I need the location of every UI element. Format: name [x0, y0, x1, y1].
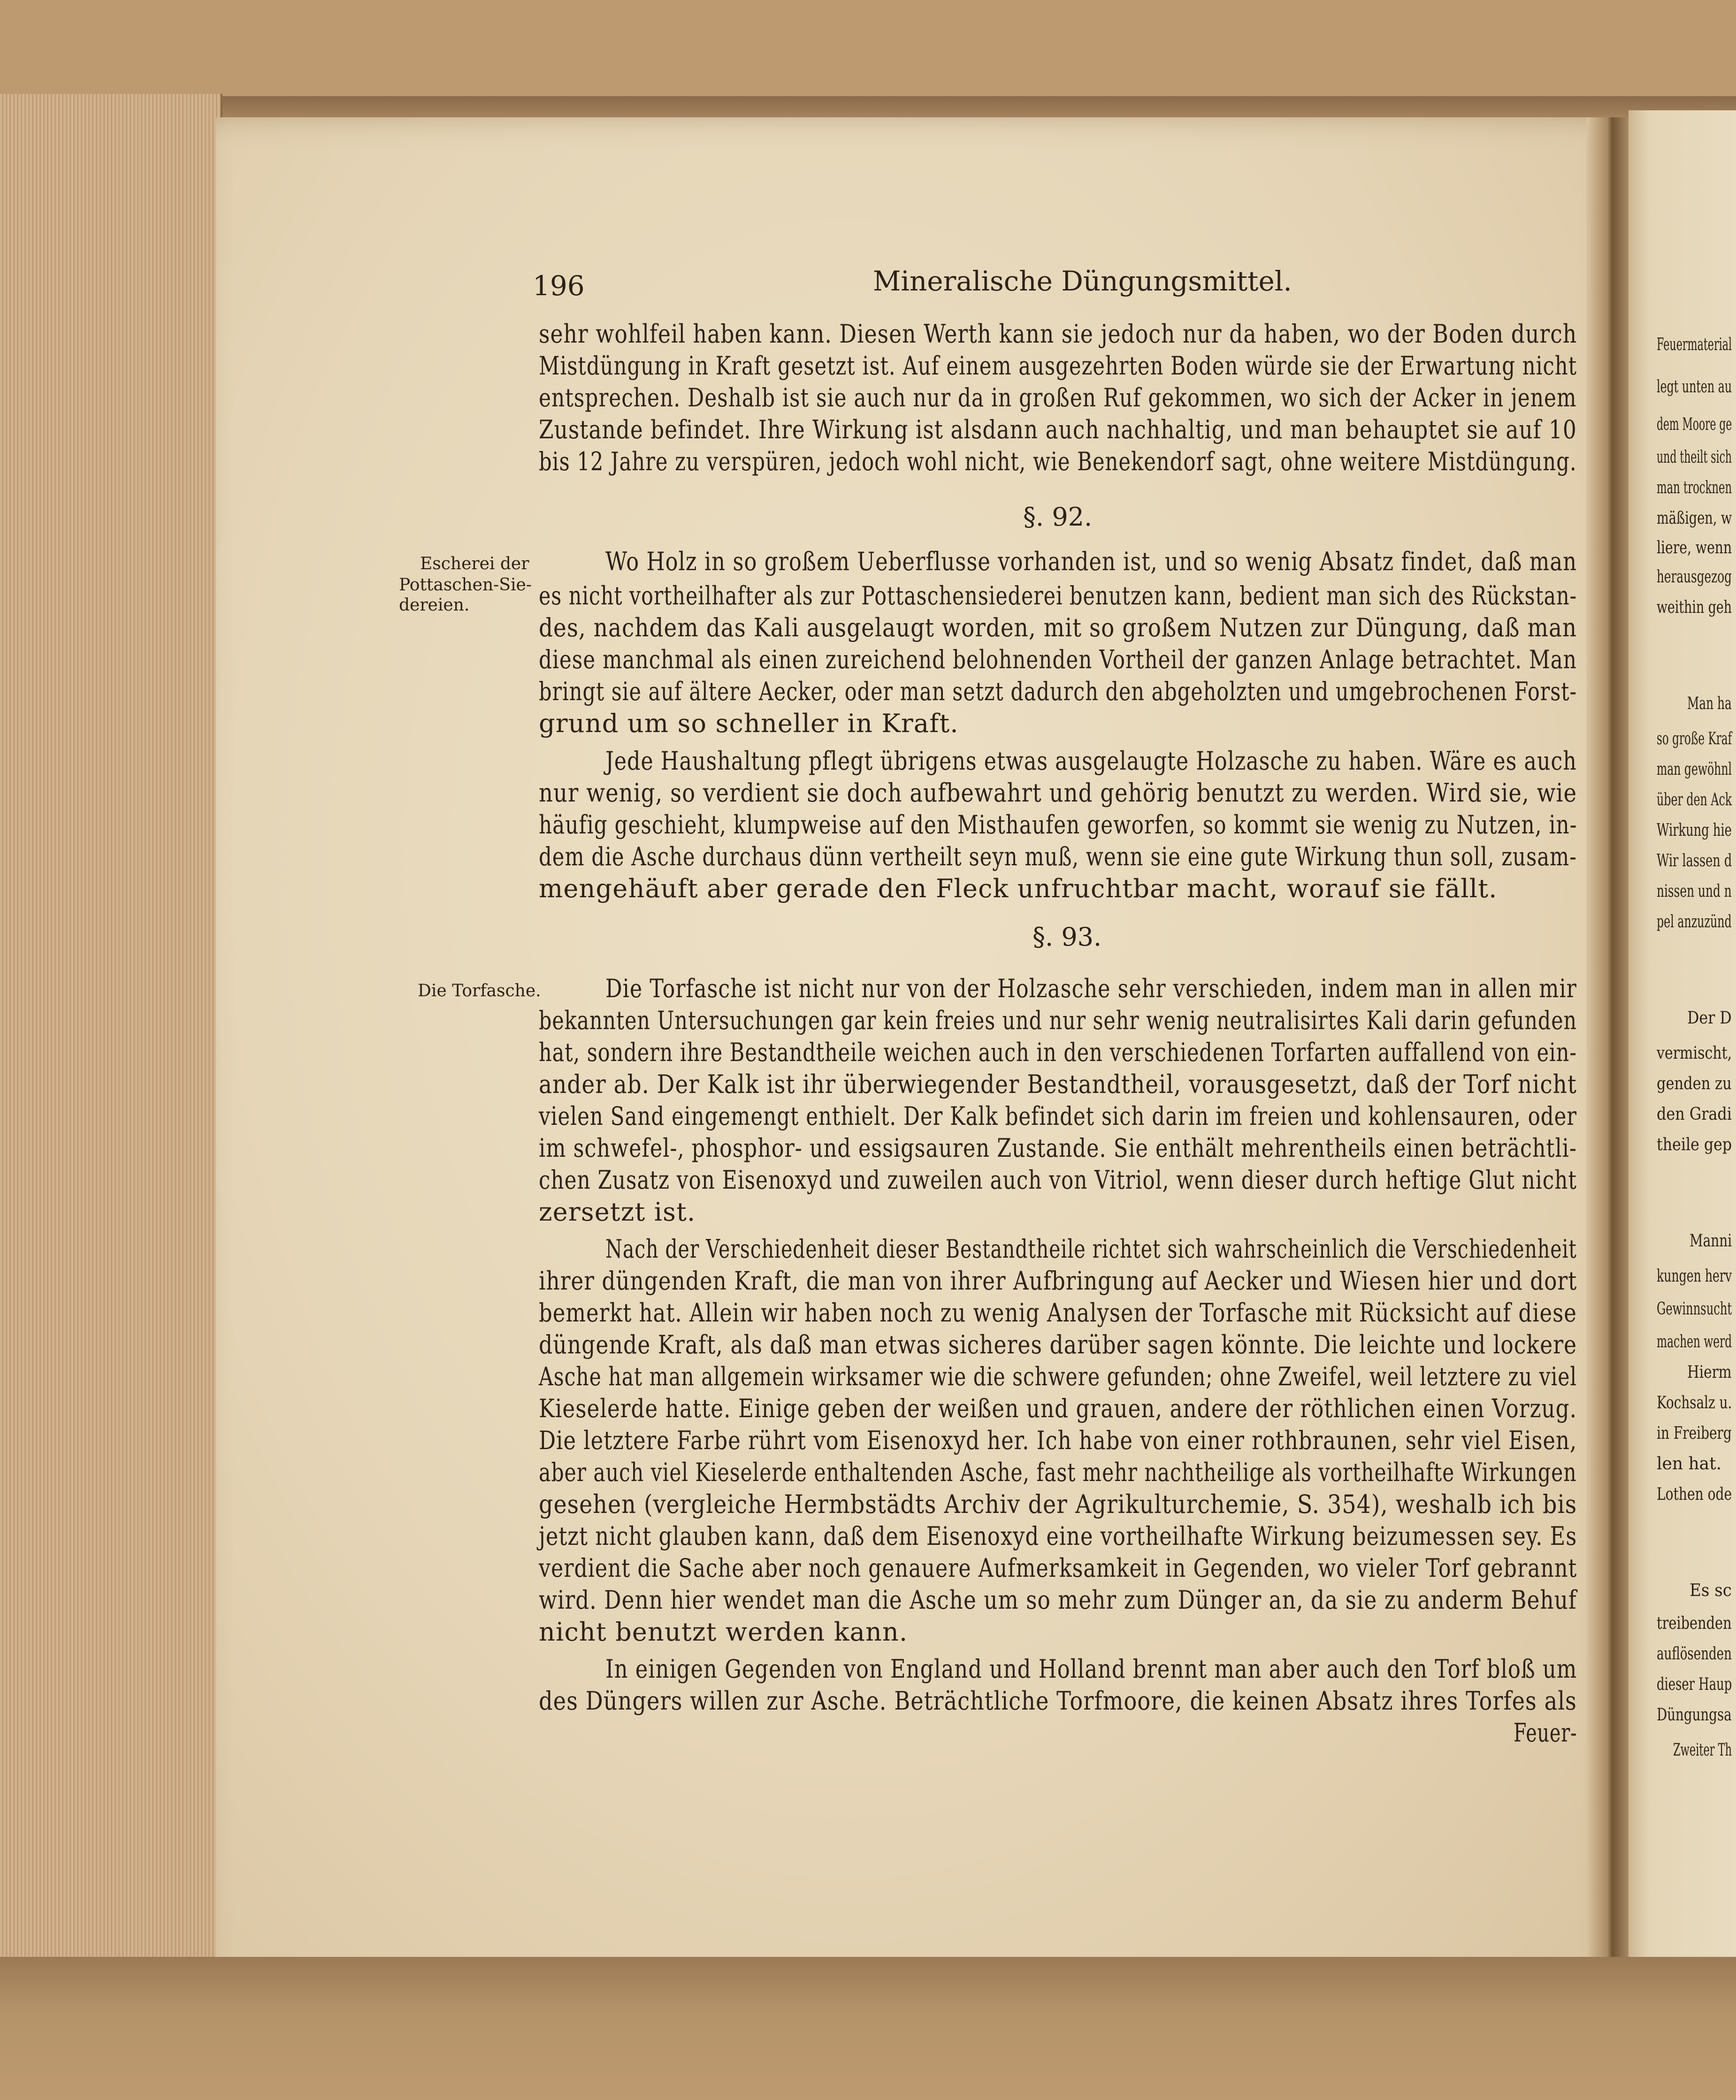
text-line: Die Torfasche ist nicht nur von der Holzasche sehr verschieden, indem man in allen mir [605, 974, 1577, 1003]
fragment-line: legt unten au [1657, 377, 1732, 397]
section-heading: §. 92. [1023, 502, 1093, 532]
text-line: häufig geschieht, klumpweise auf den Misthaufen geworfen, so kommt sie wenig zu Nutzen, in- [539, 810, 1577, 840]
text-line: ihrer düngenden Kraft, die man von ihrer Aufbringung auf Aecker und Wiesen hier und dort [539, 1266, 1577, 1296]
text-line: Feuer- [1514, 1718, 1577, 1748]
fragment-line: kungen herv [1657, 1267, 1732, 1286]
text-line: bekannten Untersuchungen gar kein freies und nur sehr wenig neutralisirtes Kali darin gefunden [539, 1006, 1577, 1035]
text-line: bringt sie auf ältere Aecker, oder man setzt dadurch den abgeholzten und umgebrochenen Forst- [539, 677, 1577, 706]
fragment-line: Hierm [1687, 1363, 1732, 1382]
fragment-line: Düngungsa [1657, 1705, 1732, 1725]
text-line: Mistdüngung in Kraft gesetzt ist. Auf einem ausgezehrten Boden würde sie der Erwartung nicht [539, 351, 1577, 381]
fragment-line: dieser Haup [1657, 1675, 1732, 1694]
margin-note-line: Pottaschen-Sie- [399, 575, 532, 595]
text-line: chen Zusatz von Eisenoxyd und zuweilen auch von Vitriol, wenn dieser durch heftige Glut nicht [539, 1165, 1577, 1195]
text-line: Kieselerde hatte. Einige geben der weißen und grauen, andere der röthlichen einen Vorzug. [539, 1394, 1577, 1423]
text-line: des Düngers willen zur Asche. Beträchtliche Torfmoore, die keinen Absatz ihres Torfes als [539, 1686, 1577, 1716]
fragment-line: liere, wenn [1657, 538, 1732, 557]
text-line: vielen Sand eingemengt enthielt. Der Kalk befindet sich darin im freien und kohlensauren, oder [539, 1101, 1577, 1131]
fragment-line: pel anzuzünd [1657, 912, 1732, 932]
fragment-line: Man ha [1687, 694, 1732, 713]
fragment-line: dem Moore ge [1657, 415, 1732, 434]
fragment-line: weithin geh [1657, 598, 1732, 617]
fragment-line: man gewöhnl [1657, 760, 1732, 779]
fragment-line: und theilt sich [1657, 448, 1732, 467]
fragment-line: machen werd [1657, 1332, 1732, 1352]
book-gutter [1586, 117, 1633, 1994]
text-line: jetzt nicht glauben kann, daß dem Eisenoxyd eine vortheilhafte Wirkung beizumessen sey. Es [539, 1521, 1577, 1551]
fragment-line: den Gradi [1657, 1105, 1732, 1124]
text-line: verdient die Sache aber noch genauere Aufmerksamkeit in Gegenden, wo vieler Torf gebrannt [539, 1553, 1577, 1583]
fragment-line: Feuermaterial [1657, 335, 1732, 354]
text-line: bemerkt hat. Allein wir haben noch zu wenig Analysen der Torfasche mit Rücksicht auf diese [539, 1298, 1577, 1328]
text-line: Die letztere Farbe rührt vom Eisenoxyd her. Ich habe von einer rothbraunen, sehr viel Eisen, [539, 1426, 1577, 1455]
text-line: zersetzt ist. [539, 1197, 696, 1227]
fragment-line: Gewinnsucht [1657, 1299, 1732, 1319]
text-line: grund um so schneller in Kraft. [539, 709, 959, 738]
fragment-line: len hat. [1657, 1454, 1722, 1474]
text-line: ander ab. Der Kalk ist ihr überwiegender Bestandtheil, vorausgesetzt, daß der Torf nicht [539, 1069, 1577, 1099]
fragment-line: Kochsalz u. [1657, 1393, 1732, 1413]
fragment-line: Zweiter Th [1673, 1741, 1732, 1760]
text-line: nur wenig, so verdient sie doch aufbewahrt und gehörig benutzt zu werden. Wird sie, wie [539, 778, 1577, 808]
text-line: düngende Kraft, als daß man etwas sicheres darüber sagen könnte. Die leichte und lockere [539, 1330, 1577, 1359]
fragment-line: vermischt, [1657, 1044, 1732, 1063]
text-line: Nach der Verschiedenheit dieser Bestandtheile richtet sich wahrscheinlich die Verschiedenheit [605, 1234, 1577, 1264]
fragment-line: in Freiberg [1657, 1424, 1732, 1443]
text-line: aber auch viel Kieselerde enthaltenden Asche, fast mehr nachtheilige als vortheilhafte Wirkungen [539, 1458, 1577, 1487]
fragment-line: so große Kraf [1657, 729, 1732, 748]
text-line: wird. Denn hier wendet man die Asche um so mehr zum Dünger an, da sie zu anderm Behuf [539, 1585, 1577, 1615]
fragment-line: Manni [1690, 1231, 1732, 1251]
text-line: im schwefel-, phosphor- und essigsauren Zustande. Sie enthält mehrentheils einen beträchtli- [539, 1133, 1577, 1163]
page-number: 196 [533, 270, 585, 302]
fragment-line: Es sc [1690, 1581, 1732, 1600]
fragment-line: treibenden [1657, 1614, 1732, 1633]
text-line: hat, sondern ihre Bestandtheile weichen auch in den verschiedenen Torfarten auffallend von ein- [539, 1038, 1577, 1067]
text-line: mengehäuft aber gerade den Fleck unfruchtbar macht, worauf sie fällt. [539, 874, 1498, 903]
text-line: entsprechen. Deshalb ist sie auch nur da in großen Ruf gekommen, wo sich der Acker in jenem [539, 383, 1577, 412]
margin-note-line: Escherei der [420, 554, 529, 573]
text-line: bis 12 Jahre zu verspüren, jedoch wohl nicht, wie Benekendorf sagt, ohne weitere Mistdüngung. [539, 447, 1577, 476]
text-line: In einigen Gegenden von England und Holland brennt man aber auch den Torf bloß um [605, 1654, 1577, 1684]
fragment-line: man trocknen [1657, 478, 1732, 497]
text-line: sehr wohlfeil haben kann. Diesen Werth kann sie jedoch nur da haben, wo der Boden durch [539, 319, 1577, 349]
fragment-line: theile gep [1657, 1135, 1732, 1154]
section-heading: §. 93. [1032, 922, 1102, 952]
fragment-line: Wir lassen d [1657, 851, 1732, 871]
fragment-line: genden zu [1657, 1074, 1732, 1093]
text-line: Zustande befindet. Ihre Wirkung ist alsdann auch nachhaltig, und man behauptet sie auf 10 [539, 415, 1577, 444]
fragment-line: auflösenden [1657, 1644, 1732, 1664]
fragment-line: Wirkung hie [1657, 821, 1732, 840]
fragment-line: über den Ack [1657, 790, 1732, 809]
fragment-line: Lothen ode [1657, 1485, 1732, 1504]
text-line: des, nachdem das Kali ausgelaugt worden, mit so großem Nutzen zur Düngung, daß man [539, 613, 1577, 642]
text-line: diese manchmal als einen zureichend belohnenden Vortheil der ganzen Anlage betrachtet. Man [539, 645, 1577, 674]
text-line: Wo Holz in so großem Ueberflusse vorhanden ist, und so wenig Absatz findet, daß man [605, 547, 1577, 576]
margin-note-93: Die Torfasche. [418, 981, 541, 1000]
margin-note-line: dereien. [399, 596, 470, 615]
running-title: Mineralische Düngungsmittel. [873, 265, 1292, 297]
text-line: es nicht vortheilhafter als zur Pottaschensiederei benutzen kann, bedient man sich des Rückstan- [539, 581, 1577, 611]
text-line: Jede Haushaltung pflegt übrigens etwas ausgelaugte Holzasche zu haben. Wäre es auch [605, 746, 1577, 776]
book-bottom-edge [0, 1957, 1736, 2100]
fragment-line: mäßigen, w [1657, 509, 1732, 528]
text-line: dem die Asche durchaus dünn vertheilt seyn muß, wenn sie eine gute Wirkung thun soll, zusam- [539, 842, 1577, 871]
text-line: gesehen (vergleiche Hermbstädts Archiv der Agrikulturchemie, S. 354), weshalb ich bis [539, 1489, 1577, 1519]
text-line: Asche hat man allgemein wirksamer wie die schwere gefunden; ohne Zweifel, weil letztere zu viel [539, 1362, 1577, 1391]
fragment-line: Der D [1687, 1008, 1732, 1028]
fragment-line: herausgezog [1657, 567, 1732, 587]
fragment-line: nissen und n [1657, 882, 1732, 901]
text-line: nicht benutzt werden kann. [539, 1617, 908, 1647]
page-edges-stack [0, 94, 222, 1957]
